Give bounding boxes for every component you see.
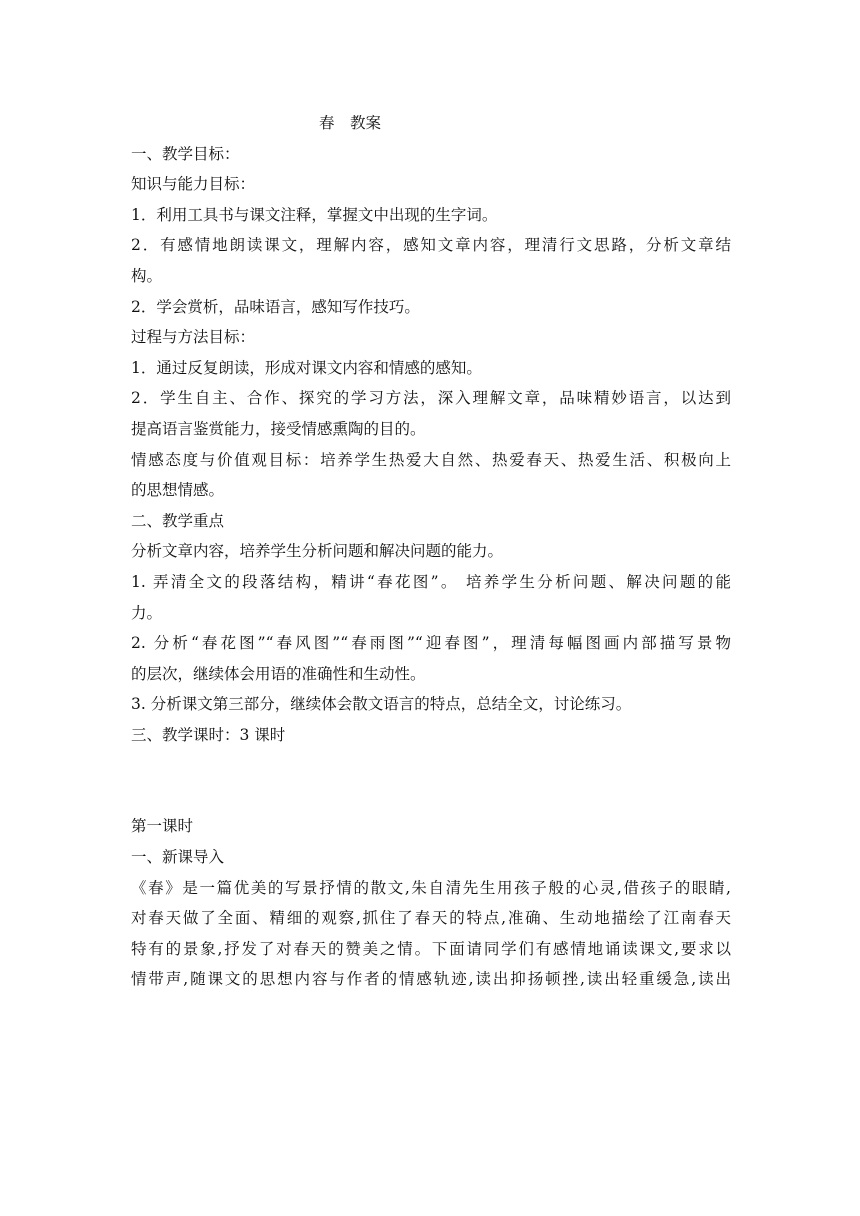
text-line: 提高语言鉴赏能力，接受情感熏陶的目的。 [131,419,426,438]
section-heading-intro: 一、新课导入 [131,848,225,867]
section-heading-key-points: 二、教学重点 [131,511,225,530]
text-line: 情感态度与价值观目标：培养学生热爱大自然、热爱春天、热爱生活、积极向上 [131,450,731,469]
text-line: 情带声,随课文的思想内容与作者的情感轨迹,读出抑扬顿挫,读出轻重缓急,读出 [131,970,731,989]
document-body [131,108,731,995]
subheading-knowledge: 知识与能力目标： [131,175,256,194]
text-line: 特有的景象,抒发了对春天的赞美之情。下面请同学们有感情地诵读课文,要求以 [131,939,731,958]
section-heading-class-hours: 三、教学课时：3 课时 [131,725,286,744]
text-line: 《春》是一篇优美的写景抒情的散文,朱自清先生用孩子般的心灵,借孩子的眼睛, [131,878,731,897]
text-line: 2. 分析“春花图”“春风图”“春雨图”“迎春图”，理清每幅图画内部描写景物 [131,634,731,653]
text-line: 对春天做了全面、精细的观察,抓住了春天的特点,准确、生动地描绘了江南春天 [131,909,731,928]
section-heading-goals: 一、教学目标： [131,144,240,163]
blank-space [131,750,731,811]
text-line: 2．有感情地朗读课文，理解内容，感知文章内容，理清行文思路，分析文章结 [131,236,731,255]
text-line: 1. 弄清全文的段落结构，精讲“春花图”。 培养学生分析问题、解决问题的能 [131,572,731,591]
text-line: 的层次，继续体会用语的准确性和生动性。 [131,664,426,683]
text-line: 构。 [131,266,163,285]
text-line: 3. 分析课文第三部分，继续体会散文语言的特点，总结全文，讨论练习。 [131,695,632,714]
text-line: 力。 [131,603,163,622]
document-title: 春 教案 [319,114,382,132]
text-line: 1．通过反复朗读，形成对课文内容和情感的感知。 [131,358,482,377]
text-line: 2．学生自主、合作、探究的学习方法，深入理解文章，品味精妙语言，以达到 [131,389,731,408]
text-line: 的思想情感。 [131,481,225,500]
text-line: 分析文章内容，培养学生分析问题和解决问题的能力。 [131,542,504,561]
text-line: 1．利用工具书与课文注释，掌握文中出现的生字词。 [131,205,498,224]
subheading-process: 过程与方法目标： [131,328,256,347]
text-line: 2．学会赏析，品味语言，感知写作技巧。 [131,297,420,316]
lesson-heading: 第一课时 [131,817,194,836]
